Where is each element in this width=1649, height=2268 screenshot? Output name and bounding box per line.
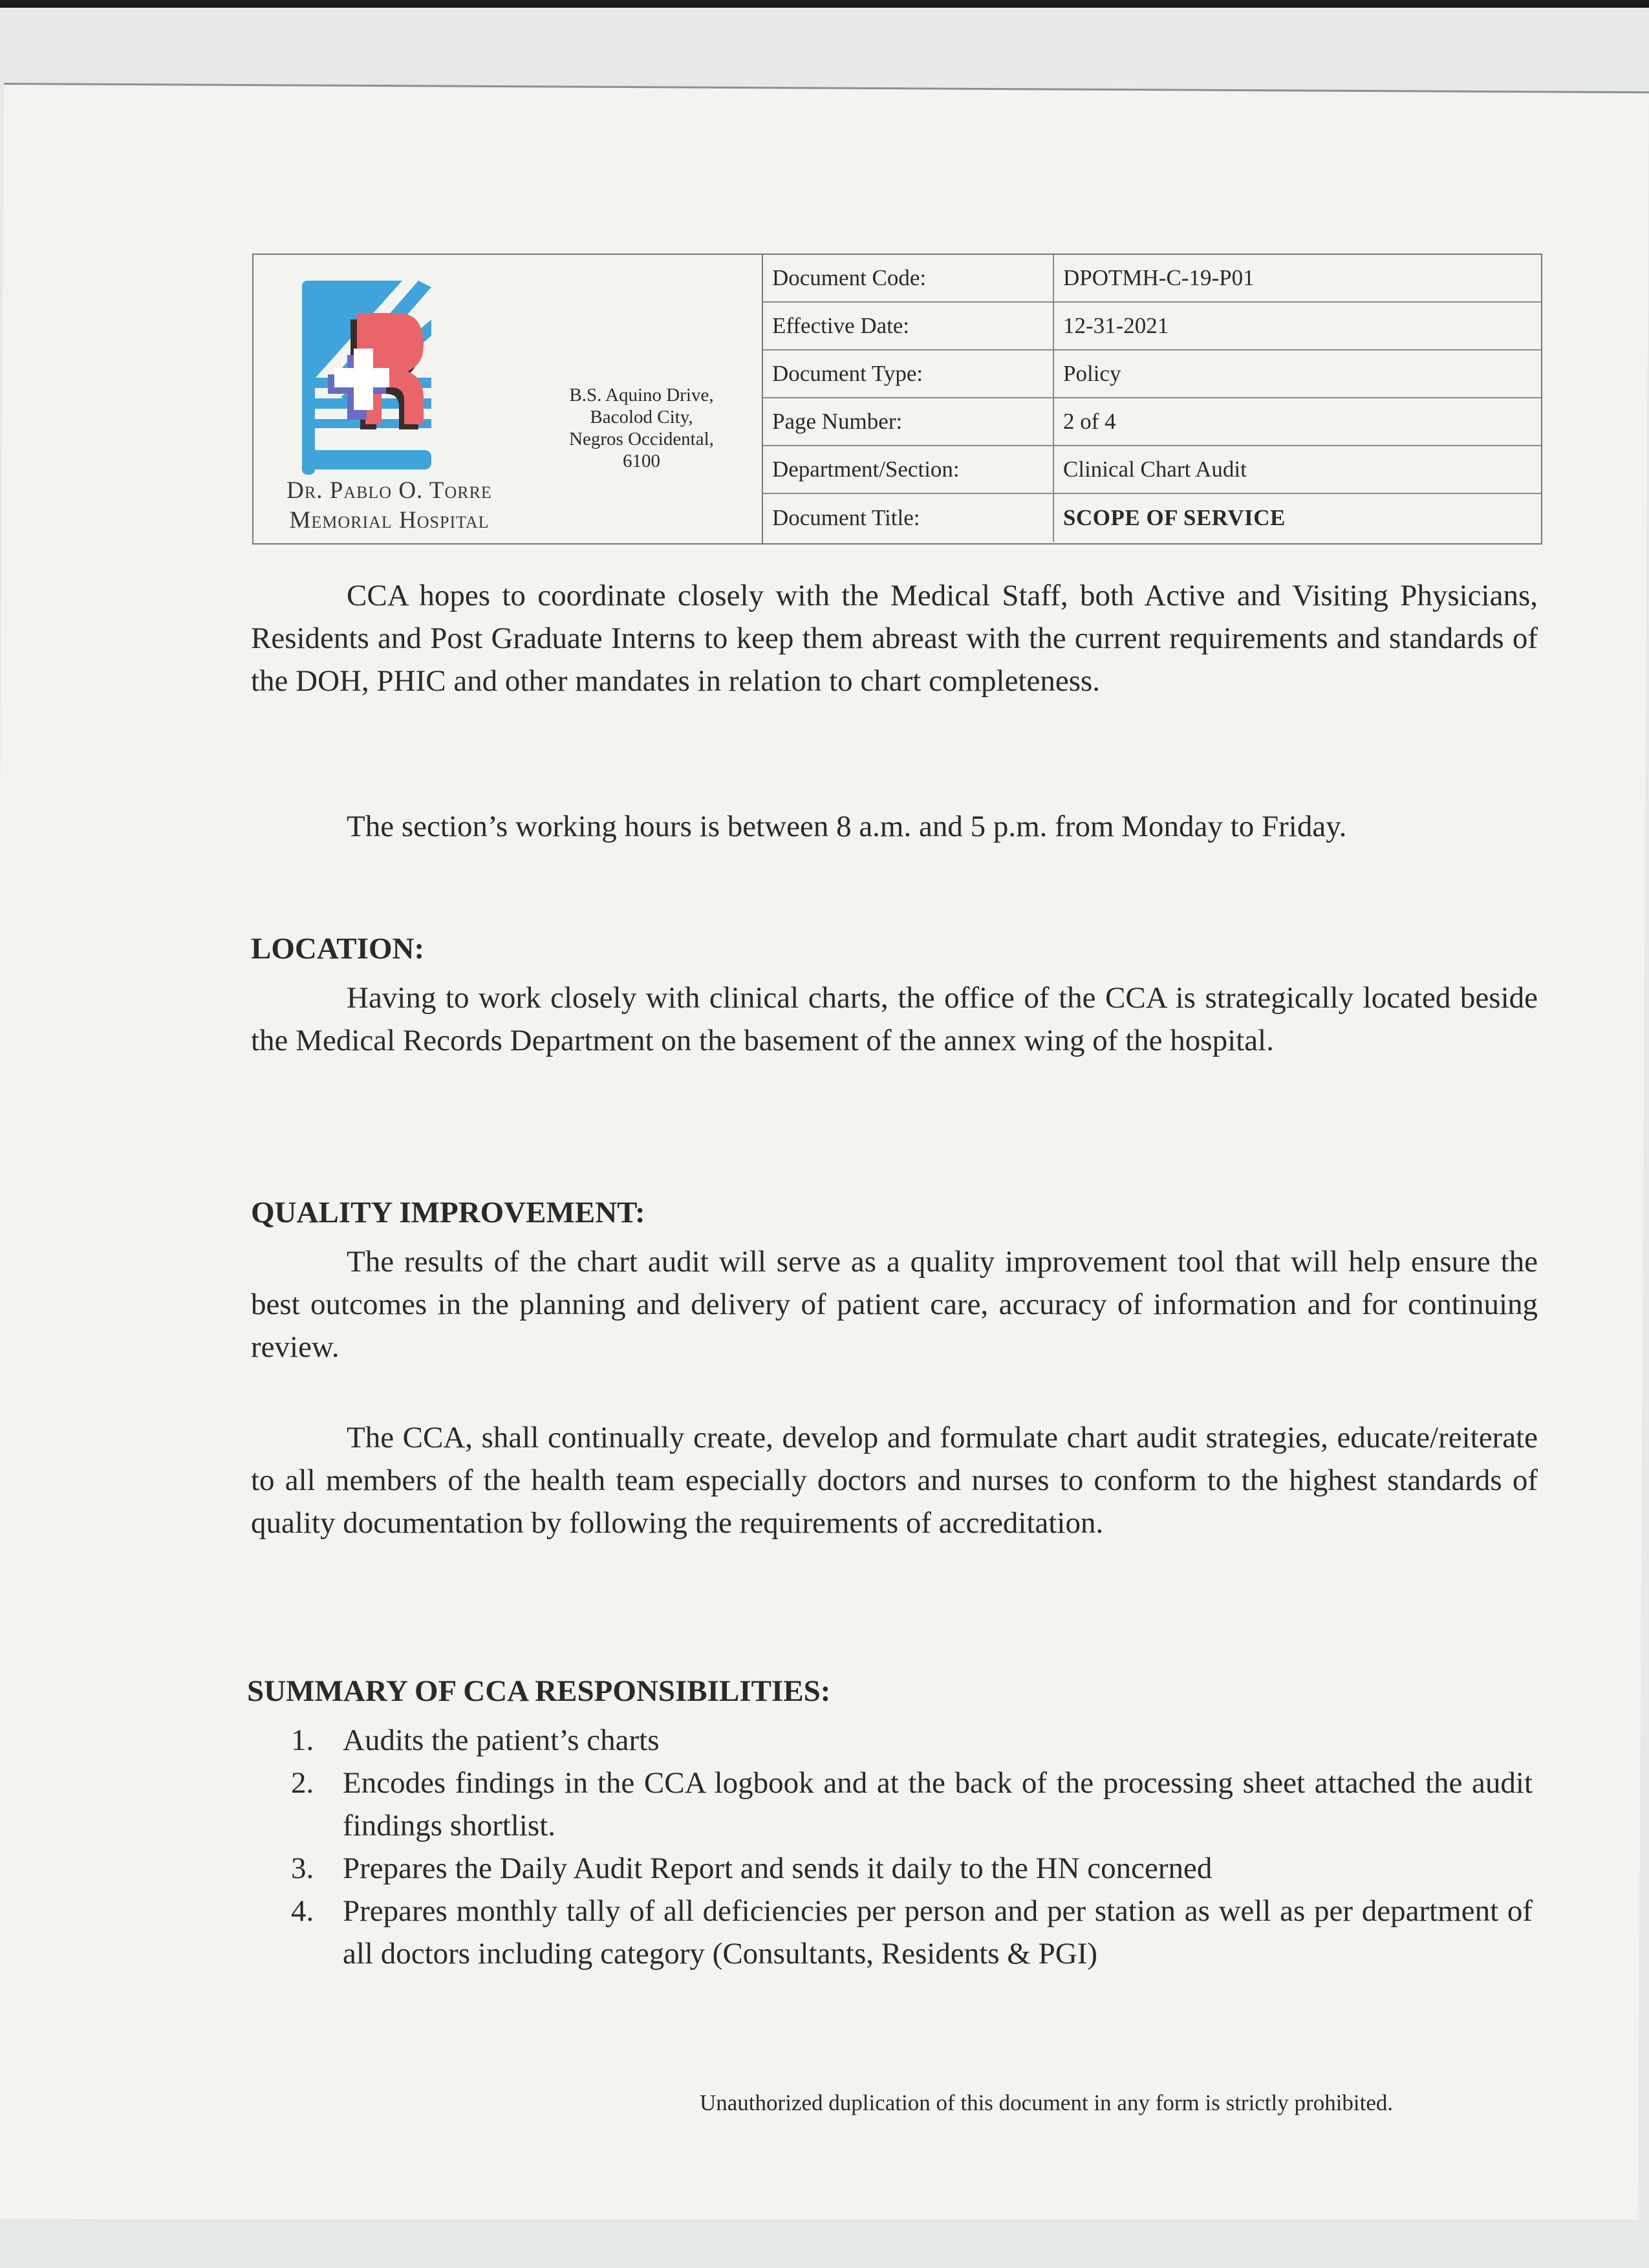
hospital-name (266, 476, 512, 535)
meta-row-effective-date (763, 303, 1541, 351)
scanner-edge (0, 0, 1649, 8)
list-item-number: 3. (291, 1852, 314, 1885)
meta-label: Document Type: (763, 351, 1054, 397)
list-item (291, 1847, 1533, 1890)
quality-heading: QUALITY IMPROVEMENT: (251, 1196, 645, 1229)
responsibilities-heading: SUMMARY OF CCA RESPONSIBILITIES: (247, 1674, 831, 1708)
working-hours-paragraph: The section’s working hours is between 8 a.m. and 5 p.m. from Monday to Friday. (347, 810, 1347, 843)
location-heading: LOCATION: (251, 932, 425, 966)
quality-paragraph-2: The CCA, shall continually create, develop and formulate chart audit strategies, educate/reiterate to all members of the health team especially doctors and nurses to conform to the highest standards of quality documentation by following the requirements of accreditation. (251, 1421, 1538, 1540)
meta-label: Page Number: (763, 398, 1054, 445)
address-line: 6100 (623, 451, 660, 471)
address-line: Negros Occidental, (569, 429, 714, 449)
intro-paragraph: CCA hopes to coordinate closely with the Medical Staff, both Active and Visiting Physicians, Residents and Post Graduate Interns to keep them abreast with the current requirements and standards of the DOH, PHIC and other mandates in relation to chart completeness. (251, 579, 1538, 698)
effective-date-value: 12-31-2021 (1063, 313, 1169, 338)
department-value: Clinical Chart Audit (1063, 457, 1247, 482)
document-header-table (252, 254, 1542, 545)
meta-row-page-number (763, 398, 1541, 446)
list-item (291, 1719, 1533, 1762)
hospital-logo-icon (302, 281, 431, 475)
quality-paragraph-1: The results of the chart audit will serve as a quality improvement tool that will help ensure the best outcomes in the planning and delivery of patient care, accuracy of information and for continuing review. (251, 1245, 1538, 1364)
meta-label: Effective Date: (763, 303, 1054, 349)
document-meta (763, 255, 1541, 543)
meta-row-document-code (763, 255, 1541, 303)
list-item-text: Prepares the Daily Audit Report and sends it daily to the HN concerned (343, 1852, 1212, 1885)
logo-cell (253, 255, 763, 543)
hospital-address (548, 384, 735, 472)
meta-row-department (763, 446, 1541, 494)
location-paragraph: Having to work closely with clinical charts, the office of the CCA is strategically located beside the Medical Records Department on the basement of the annex wing of the hospital. (251, 981, 1538, 1057)
page-number-value: 2 of 4 (1063, 409, 1116, 434)
list-item (291, 1762, 1533, 1847)
document-code-value: DPOTMH-C-19-P01 (1063, 265, 1255, 290)
address-line: Bacolod City, (590, 407, 693, 427)
list-item-text: Audits the patient’s charts (343, 1723, 660, 1757)
list-item-text: Prepares monthly tally of all deficiencies per person and per station as well as per department of all doctors including category (Consultants, Residents & PGI) (343, 1894, 1533, 1971)
meta-label: Document Code: (763, 255, 1054, 301)
meta-label: Department/Section: (763, 446, 1054, 493)
list-item (291, 1890, 1533, 1975)
address-line: B.S. Aquino Drive, (569, 385, 714, 405)
hospital-name-line1: Dr. Pablo O. Torre (286, 477, 492, 504)
list-item-number: 4. (291, 1894, 314, 1928)
hospital-name-line2: Memorial Hospital (289, 507, 490, 534)
list-item-number: 1. (291, 1723, 314, 1757)
meta-label: Document Title: (763, 494, 1054, 542)
document-type-value: Policy (1063, 361, 1121, 386)
document-title-value: SCOPE OF SERVICE (1063, 505, 1286, 530)
meta-row-document-title (763, 494, 1541, 542)
list-item-number: 2. (291, 1766, 314, 1800)
list-item-text: Encodes findings in the CCA logbook and at the back of the processing sheet attached the audit findings shortlist. (343, 1766, 1533, 1842)
duplication-notice: Unauthorized duplication of this document in any form is strictly prohibited. (700, 2090, 1394, 2115)
meta-row-document-type (763, 351, 1541, 398)
scanner-bed (0, 2219, 1649, 2268)
responsibilities-list (291, 1719, 1533, 1975)
